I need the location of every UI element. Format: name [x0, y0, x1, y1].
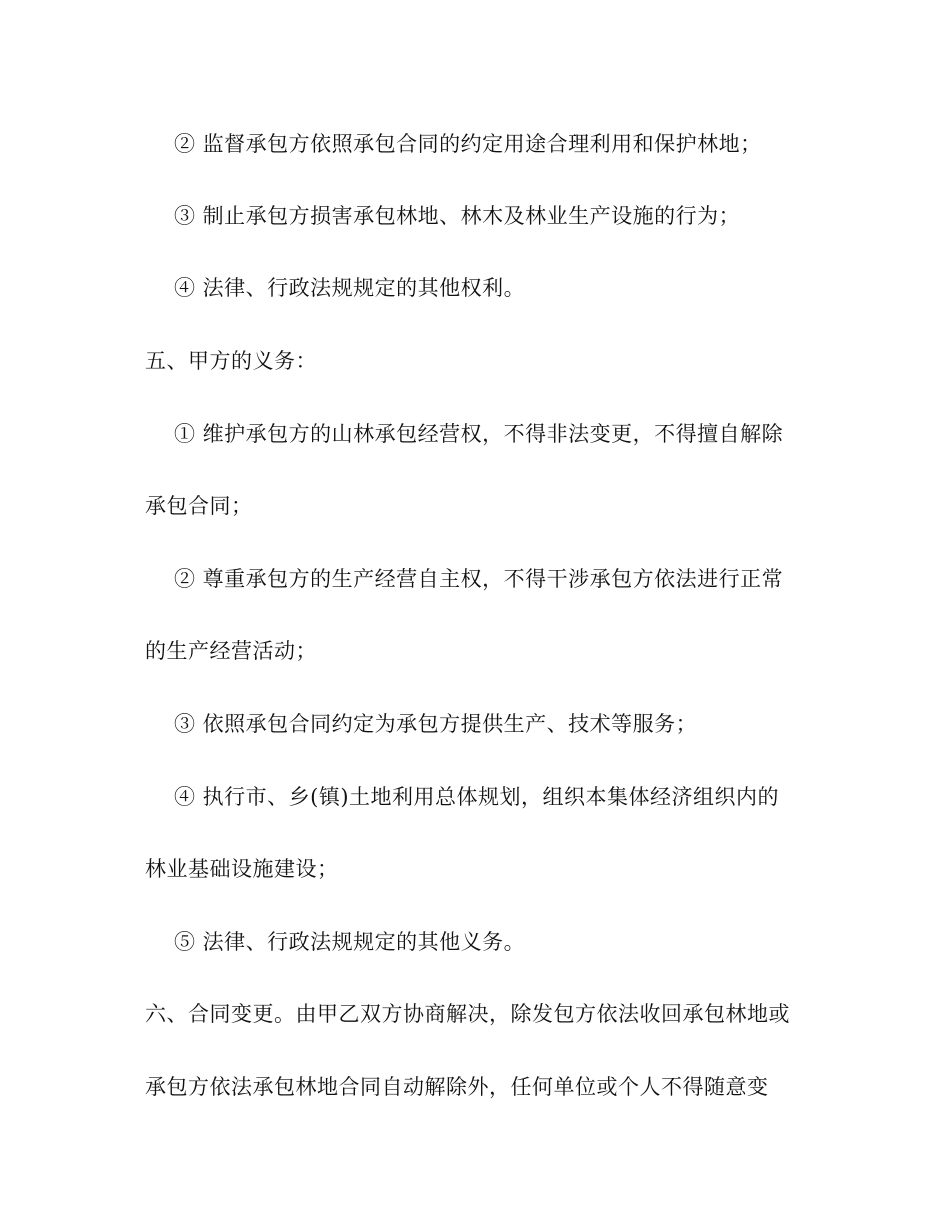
paragraph-line: ② 监督承包方依照承包合同的约定用途合理利用和保护林地； [174, 132, 762, 156]
paragraph-line: ③ 依照承包合同约定为承包方提供生产、技术等服务； [174, 712, 698, 736]
paragraph-line: 的生产经营活动； [145, 639, 317, 663]
paragraph-line: 林业基础设施建设； [145, 857, 339, 881]
paragraph-line: ⑤ 法律、行政法规规定的其他义务。 [174, 930, 526, 954]
paragraph-line: ① 维护承包方的山林承包经营权，不得非法变更，不得擅自解除 [174, 422, 784, 446]
paragraph-line: 承包合同； [145, 494, 253, 518]
paragraph-line: ④ 执行市、乡(镇)土地利用总体规划，组织本集体经济组织内的 [174, 785, 780, 809]
section-heading: 六、合同变更。由甲乙双方协商解决，除发包方依法收回承包林地或 [145, 1002, 790, 1026]
paragraph-line: ② 尊重承包方的生产经营自主权，不得干涉承包方依法进行正常 [174, 567, 784, 591]
section-heading: 五、甲方的义务： [145, 349, 317, 373]
paragraph-line: ③ 制止承包方损害承包林地、林木及林业生产设施的行为； [174, 204, 741, 228]
paragraph-line: 承包方依法承包林地合同自动解除外，任何单位或个人不得随意变 [145, 1075, 769, 1099]
paragraph-line: ④ 法律、行政法规规定的其他权利。 [174, 276, 526, 300]
